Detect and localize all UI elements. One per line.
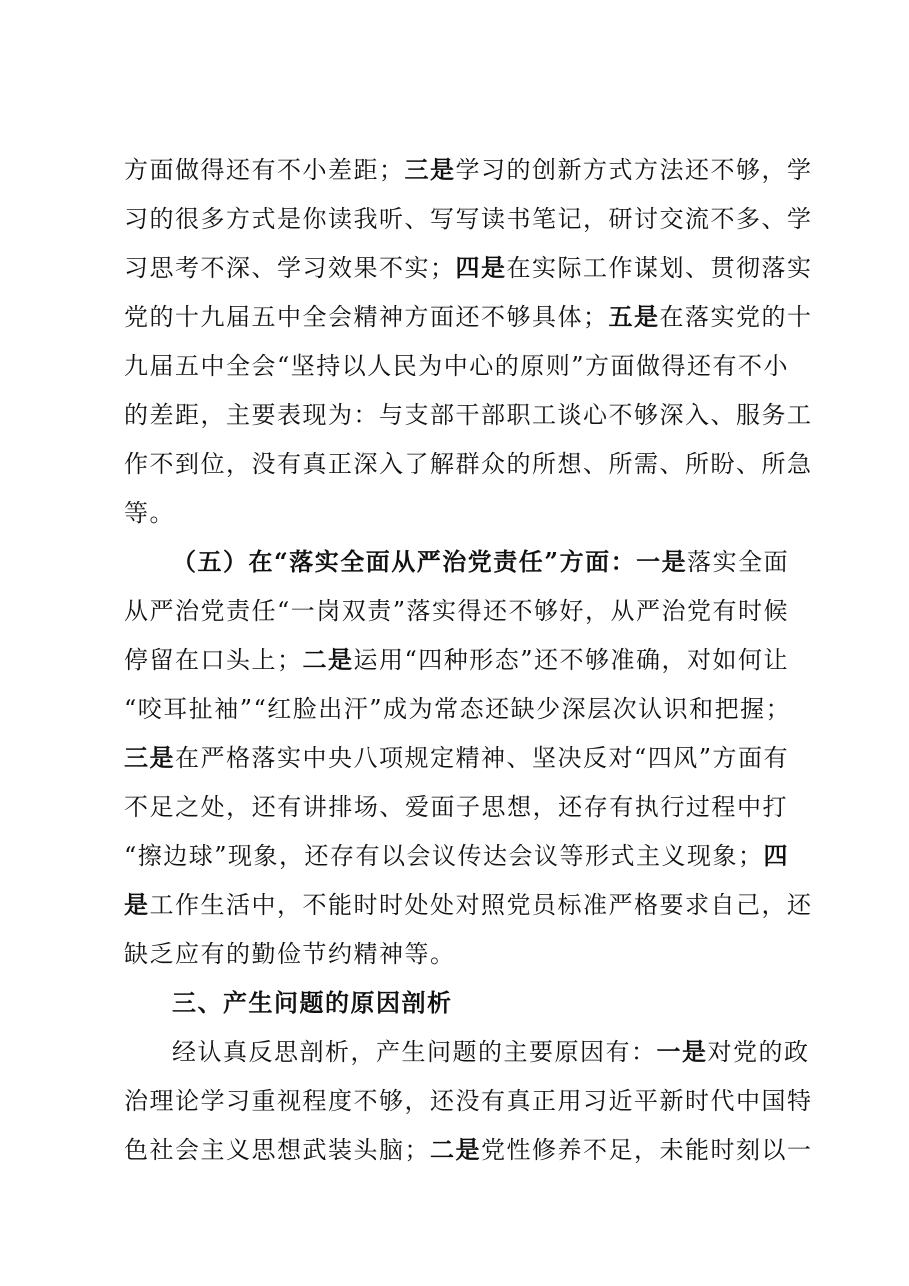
text-line [172,542,788,582]
text-span: 习的很多方式是你读我听、写写读书笔记，研讨交流不多、学 [124,205,813,233]
text-span: 缺乏应有的勤俭节约精神等。 [124,940,456,968]
text-span: 等。 [124,499,175,527]
text-line [124,934,456,974]
text-span: “咬耳扯袖”“红脸出汗”成为常态还缺少深层次认识和把握； [124,695,792,723]
text-span: 方面做得还有不小差距； [124,156,405,184]
text-span: 不足之处，还有讲排场、爱面子思想，还存有执行过程中打 [124,793,788,821]
text-span: 治理论学习重视程度不够，还没有真正用习近平新时代中国特 [124,1087,813,1115]
text-line [124,591,788,631]
text-span: 对党的政 [707,1038,810,1066]
bold-marker: 五是 [608,302,660,331]
text-line [124,150,813,190]
bold-marker: 四 [763,841,790,870]
bold-marker: 二是 [430,1135,481,1164]
text-line [124,297,813,337]
text-line [124,1130,813,1170]
text-span: 停留在口头上； [124,646,303,674]
text-line [124,885,813,925]
text-span: 从严治党责任“一岗双责”落实得还不够好，从严治党有时候 [124,597,790,625]
bold-marker: 三是 [124,743,175,772]
text-line [124,248,813,288]
text-span: 的差距，主要表现为：与支部干部职工谈心不够深入、服务工 [124,401,813,429]
text-span: 落实全面 [687,548,790,576]
text-span: “擦边球”现象，还存有以会议传达会议等形式主义现象； [124,842,764,870]
text-span: 习思考不深、学习效果不实； [124,254,456,282]
section-heading-inline: （五）在“落实全面从严治党责任”方面：一是 [172,547,688,576]
text-line [124,738,788,778]
text-span: 工作生活中，不能时时处处对照党员标准严格要求自己，还 [149,891,813,919]
text-span: 学习的创新方式方法还不够，学 [455,156,813,184]
text-line [172,1032,810,1072]
text-span: 在严格落实中央八项规定精神、坚决反对“四风”方面有 [175,744,790,772]
bold-marker: 四是 [455,253,507,282]
text-span: 党的十九届五中全会精神方面还不够具体； [124,303,609,331]
section-heading-text: 三、产生问题的原因剖析 [172,989,453,1017]
text-line [124,787,788,827]
text-span: 在实际工作谋划、贯彻落实 [506,254,813,282]
text-line [124,1081,813,1121]
text-span: 党性修养不足，未能时刻以一 [481,1136,813,1164]
bold-marker: 三是 [404,155,456,184]
text-line [124,346,788,386]
bold-marker: 二是 [302,645,354,674]
text-line [124,836,788,876]
text-span: 九届五中全会“坚持以人民为中心的原则”方面做得还有不小 [124,352,790,380]
section-heading [172,983,788,1023]
text-line [124,689,792,729]
text-span: 运用“四种形态”还不够准确，对如何让 [353,646,790,674]
text-line [124,199,813,239]
text-span: 作不到位，没有真正深入了解群众的所想、所需、所盼、所急 [124,450,813,478]
text-span: 在落实党的十 [659,303,813,331]
text-span: 色社会主义思想武装头脑； [124,1136,430,1164]
text-line [124,444,813,484]
bold-marker: 一是 [656,1037,708,1066]
text-line [124,640,788,680]
text-line [124,395,813,435]
text-span: 经认真反思剖析，产生问题的主要原因有： [172,1038,657,1066]
text-line [124,493,175,533]
bold-marker: 是 [124,890,150,919]
